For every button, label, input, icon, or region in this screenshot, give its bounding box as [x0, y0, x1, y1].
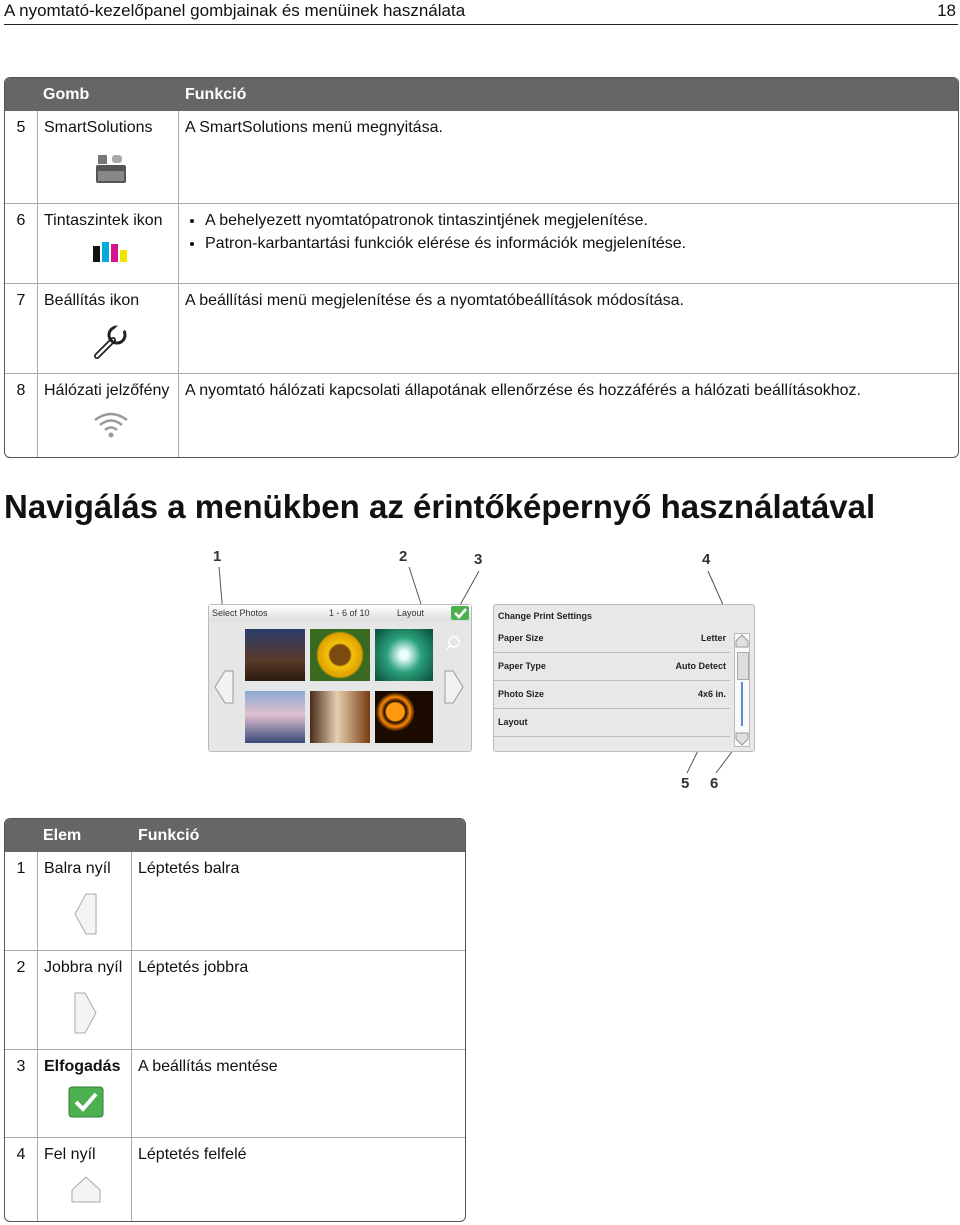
- table-row: [5, 283, 958, 373]
- row-function: Léptetés felfelé: [132, 1137, 465, 1221]
- row-function: A beállítás mentése: [132, 1049, 465, 1137]
- photo-count: 1 - 6 of 10: [329, 608, 370, 618]
- print-settings-screen: [493, 604, 755, 752]
- row-number: 2: [5, 950, 37, 1049]
- photo-thumbnail[interactable]: [310, 629, 370, 681]
- row-button: [37, 373, 179, 457]
- wifi-icon: [91, 410, 131, 438]
- table-header-row: [5, 78, 958, 111]
- header-title: A nyomtató-kezelőpanel gombjainak és menüinek használata: [4, 1, 466, 20]
- table-row: [5, 373, 958, 457]
- button-name: Tintaszintek ikon: [44, 212, 163, 229]
- row-number: 5: [16, 119, 26, 136]
- screen-header: [209, 605, 471, 621]
- table-header-funkcio: Funkció: [132, 819, 465, 852]
- table-row: [5, 1049, 465, 1137]
- table-row: [5, 1137, 465, 1221]
- elements-table: [4, 818, 466, 1222]
- button-name: Hálózati jelzőfény: [44, 382, 170, 399]
- button-name: Beállítás ikon: [44, 292, 140, 309]
- settings-row[interactable]: [494, 709, 730, 737]
- table-header-num: [5, 819, 37, 852]
- item-name: Balra nyíl: [44, 860, 111, 877]
- callout-6: 6: [710, 775, 719, 792]
- row-function: [179, 203, 958, 283]
- setting-value: 4x6 in.: [697, 689, 726, 699]
- row-number: 8: [5, 373, 37, 457]
- row-number: 4: [5, 1137, 37, 1221]
- row-number: 1: [16, 860, 26, 877]
- row-item: [37, 1137, 132, 1221]
- button-name: SmartSolutions: [44, 119, 153, 136]
- settings-title: Change Print Settings: [498, 611, 593, 621]
- scroll-track: [741, 682, 743, 726]
- table-header-row: [5, 819, 465, 852]
- row-number: 3: [5, 1049, 37, 1137]
- setting-value: Letter: [700, 633, 726, 643]
- right-arrow-icon: [72, 991, 100, 1035]
- table-header-gomb: Gomb: [37, 78, 179, 111]
- photo-thumbnail[interactable]: [310, 691, 370, 743]
- row-function: A SmartSolutions menü megnyitása.: [185, 119, 443, 136]
- row-button: [37, 111, 179, 203]
- table-header-elem: Elem: [37, 819, 132, 852]
- photo-thumbnail[interactable]: [375, 629, 433, 681]
- table-header-num: [5, 78, 37, 111]
- down-arrow-icon[interactable]: [735, 732, 749, 746]
- item-name: Elfogadás: [44, 1058, 121, 1075]
- row-number: 7: [5, 283, 37, 373]
- item-name: Fel nyíl: [44, 1146, 96, 1163]
- setting-label: Photo Size: [498, 689, 545, 699]
- function-bullets: [185, 212, 952, 253]
- table-row: [5, 203, 958, 283]
- page-number: 18: [937, 1, 956, 20]
- table-row: [5, 852, 465, 950]
- setting-label: Layout: [498, 717, 528, 727]
- callout-1: 1: [213, 548, 222, 565]
- screen-title: Select Photos: [212, 608, 268, 618]
- left-arrow-icon: [72, 892, 100, 936]
- photo-thumbnail[interactable]: [245, 691, 305, 743]
- select-photos-screen: [208, 604, 472, 752]
- settings-list: [494, 625, 730, 737]
- zoom-icon[interactable]: [445, 635, 461, 651]
- table-row: [5, 950, 465, 1049]
- callout-5: 5: [681, 775, 690, 792]
- row-number: 6: [5, 203, 37, 283]
- settings-row[interactable]: [494, 653, 730, 681]
- section-title: Navigálás a menükben az érintőképernyő használatával: [4, 488, 876, 525]
- page-header: [4, 0, 958, 25]
- buttons-table: [4, 77, 959, 458]
- up-arrow-icon: [69, 1174, 103, 1204]
- table-header-funkcio: Funkció: [179, 78, 958, 111]
- callout-3: 3: [474, 551, 483, 568]
- callout-4: 4: [702, 551, 711, 568]
- row-item: [37, 1049, 132, 1137]
- ink-levels-icon: [91, 240, 131, 264]
- row-item: [37, 950, 132, 1049]
- row-button: [37, 283, 179, 373]
- row-function: A nyomtató hálózati kapcsolati állapotának ellenőrzése és hozzáférés a hálózati beállításokhoz.: [179, 373, 958, 457]
- right-arrow-icon[interactable]: [443, 669, 465, 705]
- row-function: Léptetés jobbra: [132, 950, 465, 1049]
- row-function: A beállítási menü megjelenítése és a nyomtatóbeállítások módosítása.: [179, 283, 958, 373]
- row-button: [37, 203, 179, 283]
- scrollbar[interactable]: [734, 633, 750, 747]
- row-function: Léptetés balra: [138, 860, 240, 877]
- up-arrow-icon[interactable]: [735, 634, 749, 648]
- photo-thumbnail[interactable]: [245, 629, 305, 681]
- callout-2: 2: [399, 548, 408, 565]
- item-name: Jobbra nyíl: [44, 959, 123, 976]
- row-item: [37, 852, 132, 950]
- scroll-thumb[interactable]: [737, 652, 749, 680]
- settings-row[interactable]: [494, 625, 730, 653]
- left-arrow-icon[interactable]: [213, 669, 235, 705]
- bullet-item: • A behelyezett nyomtatópatronok tintaszintjének megjelenítése.: [205, 212, 952, 230]
- smartsolutions-icon: [92, 151, 132, 187]
- bullet-item: • Patron-karbantartási funkciók elérése és információk megjelenítése.: [205, 235, 952, 253]
- accept-checkmark-icon: [68, 1086, 104, 1118]
- settings-row[interactable]: [494, 681, 730, 709]
- setting-label: Paper Type: [498, 661, 546, 671]
- wrench-icon: [91, 324, 131, 360]
- touchscreen-figure: [200, 545, 760, 800]
- accept-checkmark-icon[interactable]: [451, 606, 469, 620]
- setting-label: Paper Size: [498, 633, 544, 643]
- setting-value: Auto Detect: [675, 661, 726, 671]
- table-row: [5, 111, 958, 203]
- photo-thumbnail[interactable]: [375, 691, 433, 743]
- layout-label: Layout: [397, 608, 425, 618]
